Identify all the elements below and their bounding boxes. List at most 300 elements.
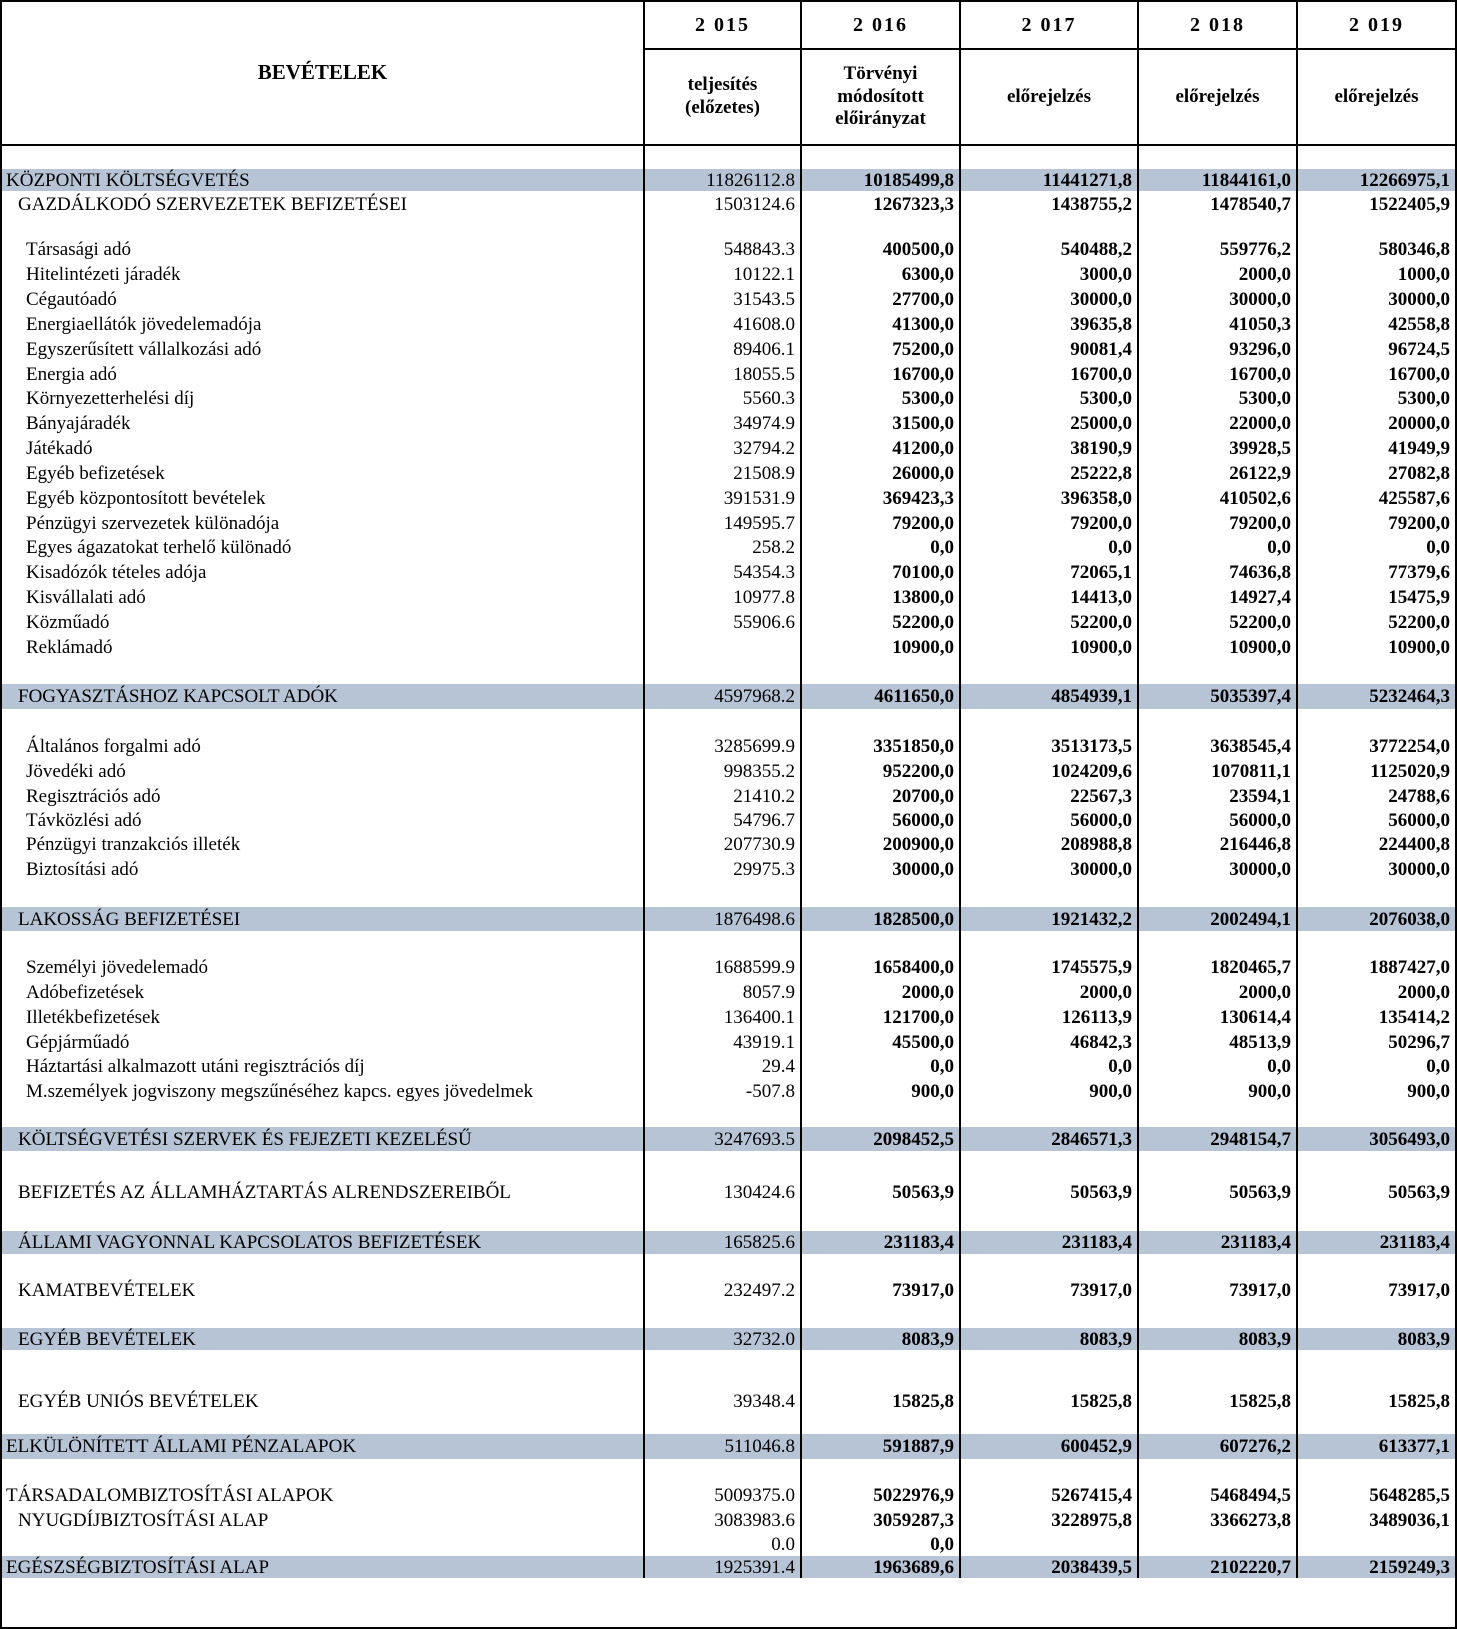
cell-2015	[644, 1414, 801, 1434]
table-row	[2, 337, 1455, 362]
cell-2015	[644, 881, 801, 907]
cell-2016: 8083,9	[801, 1328, 960, 1350]
cell-2016	[801, 1103, 960, 1127]
table-row	[2, 560, 1455, 585]
row-label	[2, 1350, 644, 1388]
cell-2017: 0,0	[960, 535, 1138, 560]
cell-2017: 2846571,3	[960, 1127, 1138, 1151]
section-row	[2, 169, 1455, 191]
cell-2019: 0,0	[1297, 1054, 1455, 1079]
cell-2018: 10900,0	[1138, 635, 1297, 659]
cell-2018: 130614,4	[1138, 1005, 1297, 1030]
cell-2016: 2098452,5	[801, 1127, 960, 1151]
cell-2015: 43919.1	[644, 1030, 801, 1054]
cell-2017: 14413,0	[960, 585, 1138, 610]
cell-2018: 3366273,8	[1138, 1508, 1297, 1532]
cell-2015	[644, 659, 801, 684]
table-row	[2, 832, 1455, 857]
row-label	[2, 1254, 644, 1278]
row-label: Jövedéki adó	[26, 761, 126, 782]
table-row	[2, 1278, 1455, 1303]
cell-2015: 32732.0	[644, 1328, 801, 1350]
row-label	[2, 1151, 644, 1180]
cell-2018: 607276,2	[1138, 1434, 1297, 1459]
cell-2016: 0,0	[801, 535, 960, 560]
cell-2017: 25000,0	[960, 411, 1138, 436]
cell-2017	[960, 1350, 1138, 1388]
cell-2019: 2000,0	[1297, 980, 1455, 1005]
cell-2016: 20700,0	[801, 784, 960, 808]
row-label: Gépjárműadó	[26, 1031, 130, 1053]
row-label: Társasági adó	[26, 239, 131, 260]
cell-2016: 75200,0	[801, 337, 960, 362]
cell-2019	[1297, 1350, 1455, 1388]
cell-2017: 10900,0	[960, 635, 1138, 659]
spacer-row	[2, 1103, 1455, 1127]
row-label: Egyéb központosított bevételek	[26, 488, 266, 509]
cell-2016	[801, 1350, 960, 1388]
table-row	[2, 237, 1455, 262]
cell-2017: 1921432,2	[960, 907, 1138, 931]
table-row	[2, 1030, 1455, 1054]
cell-2015: 391531.9	[644, 486, 801, 511]
cell-2018	[1138, 1459, 1297, 1483]
cell-2015: 29975.3	[644, 857, 801, 881]
cell-2016	[801, 1303, 960, 1328]
cell-2016: 1963689,6	[801, 1556, 960, 1578]
cell-2015: 511046.8	[644, 1434, 801, 1459]
cell-2019: 30000,0	[1297, 287, 1455, 312]
cell-2017: 50563,9	[960, 1180, 1138, 1205]
cell-2019: 2159249,3	[1297, 1556, 1455, 1578]
cell-2017: 3000,0	[960, 262, 1138, 287]
cell-2015: 1688599.9	[644, 955, 801, 980]
cell-2015: 8057.9	[644, 980, 801, 1005]
spacer-row	[2, 709, 1455, 734]
row-label: ELKÜLÖNÍTETT ÁLLAMI PÉNZALAPOK	[2, 1434, 644, 1459]
cell-2016: 52200,0	[801, 610, 960, 635]
cell-2017	[960, 1103, 1138, 1127]
row-label: KÖZPONTI KÖLTSÉGVETÉS	[2, 169, 644, 191]
cell-2015: 21410.2	[644, 784, 801, 808]
cell-2016: 0,0	[801, 1054, 960, 1079]
cell-2015: 3285699.9	[644, 734, 801, 759]
cell-2019: 5300,0	[1297, 386, 1455, 411]
cell-2015: 54796.7	[644, 808, 801, 832]
cell-2019: 27082,8	[1297, 461, 1455, 486]
cell-2019: 42558,8	[1297, 312, 1455, 337]
cell-2019	[1297, 709, 1455, 734]
cell-2015	[644, 635, 801, 659]
row-label: EGYÉB BEVÉTELEK	[2, 1328, 644, 1350]
column-subheader: előrejelzés	[960, 49, 1138, 145]
cell-2016: 13800,0	[801, 585, 960, 610]
spacer-row	[2, 1532, 1455, 1556]
row-label	[2, 709, 644, 734]
cell-2015: 31543.5	[644, 287, 801, 312]
cell-2016: 27700,0	[801, 287, 960, 312]
cell-2017	[960, 1205, 1138, 1231]
row-label: Energiaellátók jövedelemadója	[26, 314, 262, 335]
cell-2019: 3772254,0	[1297, 734, 1455, 759]
table-row	[2, 486, 1455, 511]
cell-2017: 540488,2	[960, 237, 1138, 262]
row-label	[2, 1205, 644, 1231]
cell-2019: 15825,8	[1297, 1388, 1455, 1414]
cell-2018: 30000,0	[1138, 287, 1297, 312]
table-row	[2, 461, 1455, 486]
cell-2018: 2948154,7	[1138, 1127, 1297, 1151]
spacer-row	[2, 217, 1455, 237]
table-row	[2, 1054, 1455, 1079]
cell-2019: 30000,0	[1297, 857, 1455, 881]
spacer-row	[2, 1151, 1455, 1180]
cell-2015	[644, 1254, 801, 1278]
cell-2018	[1138, 145, 1297, 169]
cell-2017: 25222,8	[960, 461, 1138, 486]
row-label: Kisadózók tételes adója	[26, 562, 207, 583]
cell-2016: 79200,0	[801, 511, 960, 535]
cell-2018: 216446,8	[1138, 832, 1297, 857]
cell-2017: 1438755,2	[960, 191, 1138, 217]
cell-2015: 207730.9	[644, 832, 801, 857]
row-label	[2, 931, 644, 955]
cell-2018: 1070811,1	[1138, 759, 1297, 784]
cell-2015: 54354.3	[644, 560, 801, 585]
cell-2017: 8083,9	[960, 1328, 1138, 1350]
cell-2017: 396358,0	[960, 486, 1138, 511]
cell-2017	[960, 1532, 1138, 1556]
cell-2016: 56000,0	[801, 808, 960, 832]
cell-2017: 126113,9	[960, 1005, 1138, 1030]
row-label: Biztosítási adó	[26, 858, 139, 880]
table-row	[2, 1180, 1455, 1205]
cell-2018: 11844161,0	[1138, 169, 1297, 191]
cell-2018	[1138, 1414, 1297, 1434]
cell-2016: 50563,9	[801, 1180, 960, 1205]
spacer-row	[2, 1254, 1455, 1278]
cell-2019: 56000,0	[1297, 808, 1455, 832]
cell-2016: 5022976,9	[801, 1483, 960, 1508]
section-row	[2, 1127, 1455, 1151]
row-label: EGYÉB UNIÓS BEVÉTELEK	[18, 1390, 259, 1412]
cell-2018: 93296,0	[1138, 337, 1297, 362]
year-header: 2 018	[1138, 2, 1297, 49]
cell-2018: 79200,0	[1138, 511, 1297, 535]
row-label: GAZDÁLKODÓ SZERVEZETEK BEFIZETÉSEI	[18, 193, 407, 215]
row-label: Egyszerűsített vállalkozási adó	[26, 339, 262, 360]
cell-2017: 30000,0	[960, 287, 1138, 312]
cell-2015	[644, 217, 801, 237]
cell-2015: 1503124.6	[644, 191, 801, 217]
cell-2018: 0,0	[1138, 535, 1297, 560]
cell-2019: 15475,9	[1297, 585, 1455, 610]
cell-2019	[1297, 217, 1455, 237]
cell-2015	[644, 145, 801, 169]
table-row	[2, 635, 1455, 659]
cell-2015: 18055.5	[644, 362, 801, 386]
cell-2015: 39348.4	[644, 1388, 801, 1414]
cell-2017: 0,0	[960, 1054, 1138, 1079]
cell-2016: 3351850,0	[801, 734, 960, 759]
table-row	[2, 1483, 1455, 1508]
cell-2017: 15825,8	[960, 1388, 1138, 1414]
table-row	[2, 511, 1455, 535]
row-label: KÖLTSÉGVETÉSI SZERVEK ÉS FEJEZETI KEZELÉSŰ	[2, 1127, 644, 1151]
row-label	[2, 145, 644, 169]
cell-2015	[644, 1459, 801, 1483]
cell-2018	[1138, 659, 1297, 684]
cell-2015: 149595.7	[644, 511, 801, 535]
cell-2016: 45500,0	[801, 1030, 960, 1054]
cell-2016: 591887,9	[801, 1434, 960, 1459]
row-label: Távközlési adó	[26, 809, 142, 831]
row-label	[2, 881, 644, 907]
cell-2015: 10977.8	[644, 585, 801, 610]
table-row	[2, 808, 1455, 832]
spacer-row	[2, 659, 1455, 684]
cell-2019	[1297, 1254, 1455, 1278]
cell-2017: 39635,8	[960, 312, 1138, 337]
cell-2019: 24788,6	[1297, 784, 1455, 808]
cell-2016: 5300,0	[801, 386, 960, 411]
cell-2015: 29.4	[644, 1054, 801, 1079]
cell-2019	[1297, 1151, 1455, 1180]
cell-2018: 16700,0	[1138, 362, 1297, 386]
cell-2016: 70100,0	[801, 560, 960, 585]
cell-2018: 14927,4	[1138, 585, 1297, 610]
cell-2015: 130424.6	[644, 1180, 801, 1205]
revenue-table	[2, 2, 1455, 1578]
cell-2017: 900,0	[960, 1079, 1138, 1103]
cell-2018	[1138, 709, 1297, 734]
cell-2018: 1478540,7	[1138, 191, 1297, 217]
cell-2016: 200900,0	[801, 832, 960, 857]
cell-2019: 20000,0	[1297, 411, 1455, 436]
row-label: EGÉSZSÉGBIZTOSÍTÁSI ALAP	[2, 1556, 644, 1578]
row-label: Hitelintézeti járadék	[26, 264, 181, 285]
cell-2019	[1297, 1205, 1455, 1231]
row-label: Illetékbefizetések	[26, 1007, 160, 1028]
section-row	[2, 1556, 1455, 1578]
cell-2015: 165825.6	[644, 1231, 801, 1254]
cell-2018: 2102220,7	[1138, 1556, 1297, 1578]
cell-2017	[960, 1254, 1138, 1278]
cell-2019: 3056493,0	[1297, 1127, 1455, 1151]
cell-2019	[1297, 931, 1455, 955]
row-label	[2, 1303, 644, 1328]
spacer-row	[2, 1414, 1455, 1434]
row-label: FOGYASZTÁSHOZ KAPCSOLT ADÓK	[2, 684, 644, 709]
row-label: Háztartási alkalmazott utáni regisztrációs díj	[26, 1056, 365, 1077]
cell-2018: 900,0	[1138, 1079, 1297, 1103]
row-label: KAMATBEVÉTELEK	[18, 1280, 196, 1301]
spacer-row	[2, 881, 1455, 907]
cell-2015: -507.8	[644, 1079, 801, 1103]
cell-2019: 231183,4	[1297, 1231, 1455, 1254]
cell-2017	[960, 145, 1138, 169]
cell-2015	[644, 1303, 801, 1328]
cell-2018: 231183,4	[1138, 1231, 1297, 1254]
table-row	[2, 955, 1455, 980]
row-label: LAKOSSÁG BEFIZETÉSEI	[2, 907, 644, 931]
cell-2019: 8083,9	[1297, 1328, 1455, 1350]
cell-2017	[960, 709, 1138, 734]
cell-2015: 232497.2	[644, 1278, 801, 1303]
cell-2015: 4597968.2	[644, 684, 801, 709]
cell-2019: 79200,0	[1297, 511, 1455, 535]
cell-2016	[801, 1151, 960, 1180]
cell-2018: 2002494,1	[1138, 907, 1297, 931]
table-row	[2, 535, 1455, 560]
cell-2017: 3513173,5	[960, 734, 1138, 759]
row-label: Pénzügyi szervezetek különadója	[26, 512, 280, 534]
row-label: Adóbefizetések	[26, 982, 145, 1003]
cell-2016: 4611650,0	[801, 684, 960, 709]
cell-2017	[960, 931, 1138, 955]
cell-2015: 34974.9	[644, 411, 801, 436]
section-row	[2, 1231, 1455, 1254]
table-row	[2, 1005, 1455, 1030]
cell-2017: 38190,9	[960, 436, 1138, 461]
cell-2016: 10185499,8	[801, 169, 960, 191]
row-label	[2, 659, 644, 684]
row-label: Környezetterhelési díj	[26, 388, 195, 409]
row-label: Egyéb befizetések	[26, 463, 165, 484]
table-row	[2, 857, 1455, 881]
cell-2018: 559776,2	[1138, 237, 1297, 262]
cell-2015: 0.0	[644, 1532, 801, 1556]
cell-2018: 74636,8	[1138, 560, 1297, 585]
cell-2018: 39928,5	[1138, 436, 1297, 461]
cell-2018: 30000,0	[1138, 857, 1297, 881]
year-header: 2 019	[1297, 2, 1455, 49]
cell-2017: 22567,3	[960, 784, 1138, 808]
cell-2019: 1522405,9	[1297, 191, 1455, 217]
cell-2015	[644, 931, 801, 955]
cell-2016: 41200,0	[801, 436, 960, 461]
row-label: Közműadó	[26, 612, 110, 633]
cell-2017: 5267415,4	[960, 1483, 1138, 1508]
cell-2016: 3059287,3	[801, 1508, 960, 1532]
cell-2018: 1820465,7	[1138, 955, 1297, 980]
cell-2015: 548843.3	[644, 237, 801, 262]
row-label: Kisvállalati adó	[26, 587, 146, 608]
row-label	[2, 217, 644, 237]
cell-2019: 73917,0	[1297, 1278, 1455, 1303]
row-label: Játékadó	[26, 438, 93, 459]
cell-2018: 410502,6	[1138, 486, 1297, 511]
cell-2016: 30000,0	[801, 857, 960, 881]
cell-2017: 56000,0	[960, 808, 1138, 832]
cell-2016: 900,0	[801, 1079, 960, 1103]
cell-2016	[801, 217, 960, 237]
cell-2018	[1138, 1151, 1297, 1180]
cell-2016: 2000,0	[801, 980, 960, 1005]
cell-2019: 16700,0	[1297, 362, 1455, 386]
cell-2016: 31500,0	[801, 411, 960, 436]
cell-2015: 3247693.5	[644, 1127, 801, 1151]
cell-2018: 2000,0	[1138, 980, 1297, 1005]
cell-2015: 55906.6	[644, 610, 801, 635]
cell-2018: 8083,9	[1138, 1328, 1297, 1350]
cell-2016	[801, 1205, 960, 1231]
table-row	[2, 386, 1455, 411]
cell-2018: 0,0	[1138, 1054, 1297, 1079]
cell-2016	[801, 1459, 960, 1483]
cell-2018: 5035397,4	[1138, 684, 1297, 709]
cell-2015: 5560.3	[644, 386, 801, 411]
cell-2016: 400500,0	[801, 237, 960, 262]
cell-2016	[801, 709, 960, 734]
cell-2017: 2038439,5	[960, 1556, 1138, 1578]
cell-2019: 41949,9	[1297, 436, 1455, 461]
cell-2017: 30000,0	[960, 857, 1138, 881]
cell-2018	[1138, 881, 1297, 907]
cell-2017	[960, 881, 1138, 907]
cell-2016: 121700,0	[801, 1005, 960, 1030]
spacer-row	[2, 145, 1455, 169]
cell-2017	[960, 217, 1138, 237]
cell-2015: 5009375.0	[644, 1483, 801, 1508]
spacer-row	[2, 1459, 1455, 1483]
cell-2016: 16700,0	[801, 362, 960, 386]
cell-2018: 41050,3	[1138, 312, 1297, 337]
spacer-row	[2, 931, 1455, 955]
table-row	[2, 191, 1455, 217]
cell-2019: 580346,8	[1297, 237, 1455, 262]
column-subheader: teljesítés (előzetes)	[644, 49, 801, 145]
row-label: Pénzügyi tranzakciós illeték	[26, 834, 241, 855]
row-label: BEFIZETÉS AZ ÁLLAMHÁZTARTÁS ALRENDSZEREIBŐL	[18, 1182, 511, 1203]
cell-2018	[1138, 1350, 1297, 1388]
table-row	[2, 362, 1455, 386]
cell-2018: 5300,0	[1138, 386, 1297, 411]
cell-2016: 1828500,0	[801, 907, 960, 931]
row-label: Regisztrációs adó	[26, 785, 161, 807]
cell-2019: 900,0	[1297, 1079, 1455, 1103]
cell-2015: 258.2	[644, 535, 801, 560]
cell-2016: 41300,0	[801, 312, 960, 337]
cell-2019: 77379,6	[1297, 560, 1455, 585]
table-row	[2, 436, 1455, 461]
table-row	[2, 1388, 1455, 1414]
cell-2018: 5468494,5	[1138, 1483, 1297, 1508]
table-row	[2, 585, 1455, 610]
cell-2015	[644, 1103, 801, 1127]
cell-2018	[1138, 1532, 1297, 1556]
cell-2017: 1024209,6	[960, 759, 1138, 784]
cell-2016: 26000,0	[801, 461, 960, 486]
cell-2017	[960, 659, 1138, 684]
cell-2019: 50296,7	[1297, 1030, 1455, 1054]
cell-2015: 21508.9	[644, 461, 801, 486]
cell-2016: 6300,0	[801, 262, 960, 287]
cell-2018: 26122,9	[1138, 461, 1297, 486]
cell-2016	[801, 659, 960, 684]
cell-2015: 11826112.8	[644, 169, 801, 191]
cell-2018	[1138, 1303, 1297, 1328]
row-label: Cégautóadó	[26, 289, 117, 310]
cell-2019: 425587,6	[1297, 486, 1455, 511]
cell-2017: 600452,9	[960, 1434, 1138, 1459]
table-row	[2, 610, 1455, 635]
cell-2019	[1297, 1459, 1455, 1483]
cell-2017: 79200,0	[960, 511, 1138, 535]
row-label: ÁLLAMI VAGYONNAL KAPCSOLATOS BEFIZETÉSEK	[2, 1231, 644, 1254]
table-row	[2, 1079, 1455, 1103]
cell-2018	[1138, 1103, 1297, 1127]
